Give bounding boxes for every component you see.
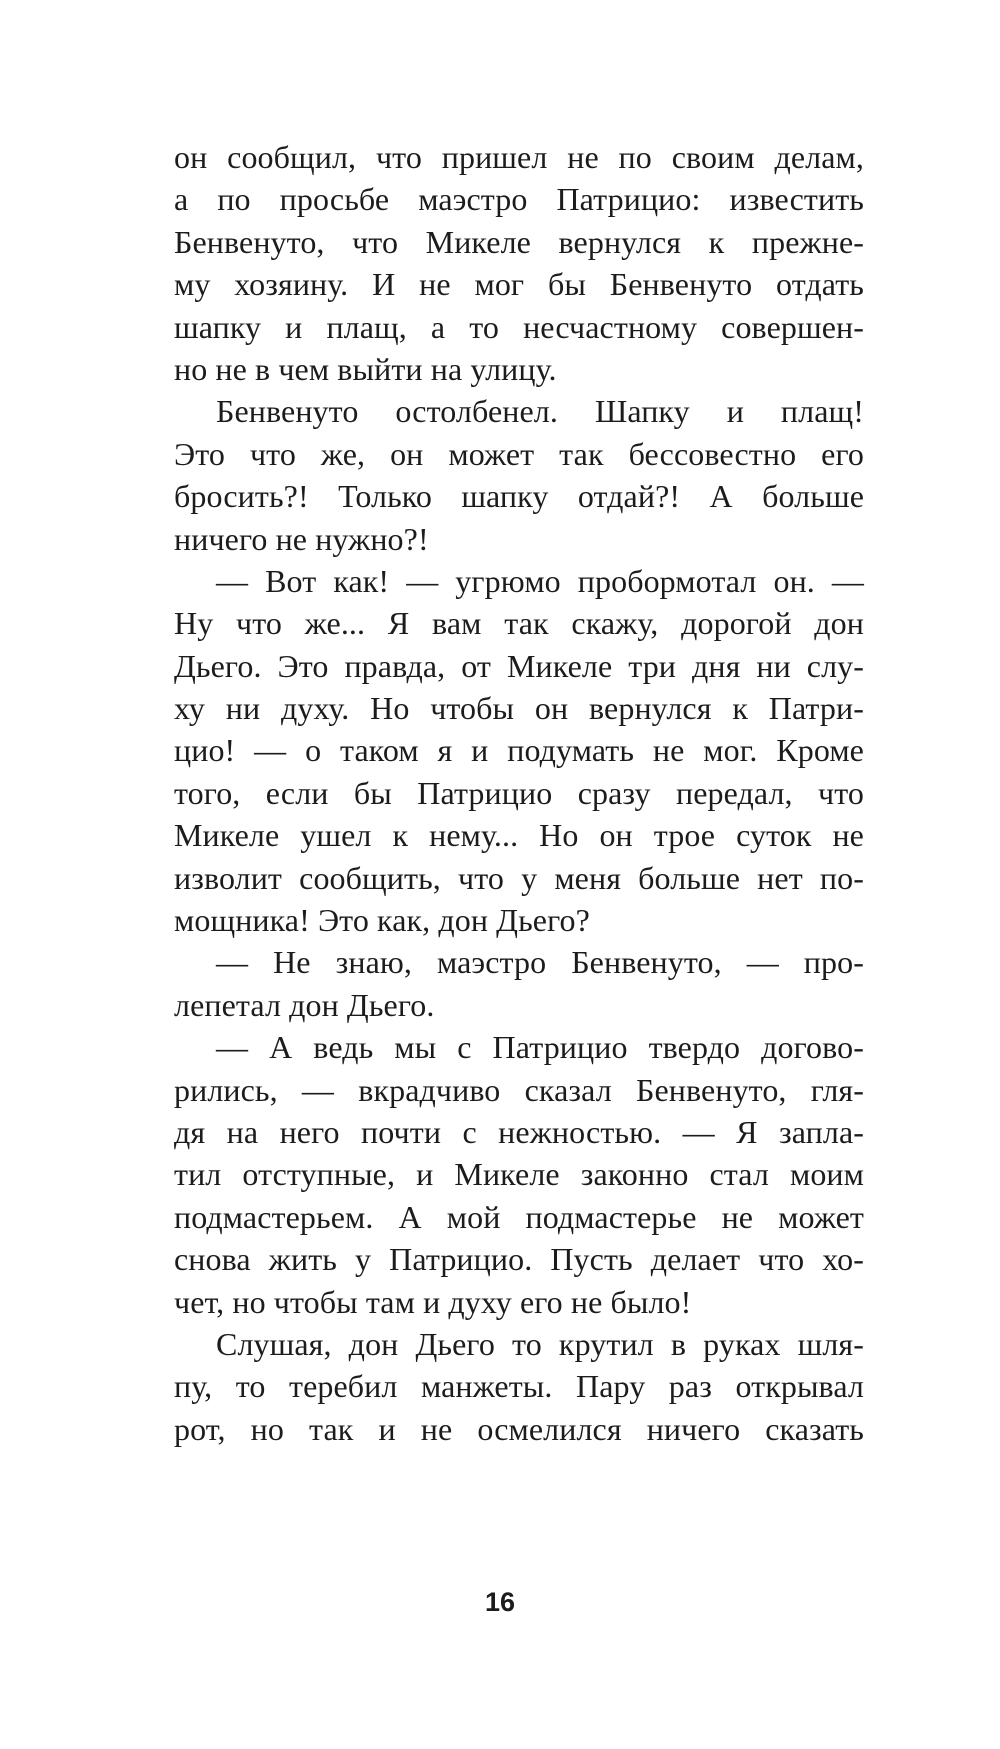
text-line: Дьего. Это правда, от Микеле три дня ни слу- [174,647,864,684]
text-line: он сообщил, что пришел не по своим делам, [174,139,864,175]
text-line: рот, но так и не осмелился ничего сказать [174,1410,864,1447]
text-line: бросить?! Только шапку отдай?! А больше [174,478,864,515]
text-line: лепетал дон Дьего. [174,986,435,1023]
text-line: но не в чем выйти на улицу. [174,350,557,387]
page-number: 16 [484,1587,516,1617]
text-line: — А ведь мы с Патрицио твердо догово- [216,1029,864,1066]
text-line: изволит сообщить, что у меня больше нет по- [174,859,864,896]
text-line: ху ни духу. Но чтобы он вернулся к Патри- [174,690,864,727]
text-line: — Вот как! — угрюмо пробормотал он. — [216,562,864,599]
text-line: ничего не нужно?! [174,520,429,557]
text-line: цио! — о таком я и подумать не мог. Кроме [174,732,864,769]
text-line: подмастерьем. А мой подмастерье не может [174,1198,864,1235]
text-line: того, если бы Патрицио сразу передал, что [174,774,864,811]
text-line: Слушая, дон Дьего то крутил в руках шля- [216,1325,864,1362]
text-line: чет, но чтобы там и духу его не было! [174,1283,692,1320]
text-line: дя на него почти с нежностью. — Я запла- [174,1113,864,1150]
text-line: а по просьбе маэстро Патрицио: известить [174,181,864,218]
text-line: Это что же, он может так бессовестно его [174,435,864,472]
text-line: рились, — вкрадчиво сказал Бенвенуто, гля- [174,1071,864,1108]
text-line: тил отступные, и Микеле законно стал моим [174,1156,864,1193]
text-line: Бенвенуто, что Микеле вернулся к прежне- [174,223,864,260]
text-line: мощника! Это как, дон Дьего? [174,902,590,939]
text-line: Бенвенуто остолбенел. Шапку и плащ! [216,393,864,430]
text-line: снова жить у Патрицио. Пусть делает что хо- [174,1241,864,1278]
text-line: Ну что же... Я вам так скажу, дорогой дон [174,605,864,642]
text-line: пу, то теребил манжеты. Пару раз открывал [174,1368,864,1405]
body-text [174,136,864,1450]
text-line: шапку и плащ, а то несчастному совершен- [174,308,864,345]
text-line: Микеле ушел к нему... Но он трое суток не [174,817,864,854]
text-line: му хозяину. И не мог бы Бенвенуто отдать [174,266,864,303]
text-line: — Не знаю, маэстро Бенвенуто, — про- [216,944,864,981]
